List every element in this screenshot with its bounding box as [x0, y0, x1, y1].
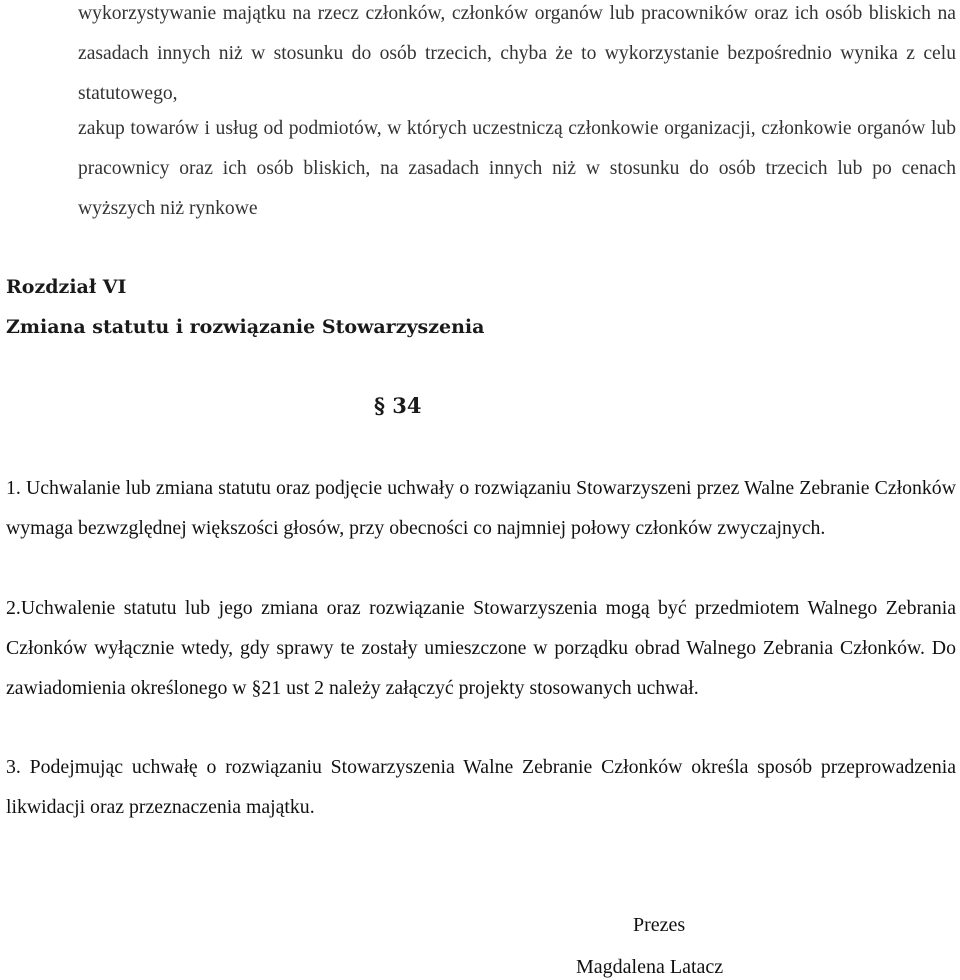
- paragraph-3: 3. Podejmując uchwałę o rozwiązaniu Stowarzyszenia Walne Zebranie Członków określa sposób przeprowadzenia likwidacji oraz przeznaczenia majątku.: [6, 756, 956, 818]
- chapter-title: Zmiana statutu i rozwiązanie Stowarzyszenia: [6, 316, 485, 338]
- paragraph-2: 2.Uchwalenie statutu lub jego zmiana oraz rozwiązanie Stowarzyszenia mogą być przedmiotem Walnego Zebrania Członków wyłącznie wtedy, gdy sprawy te zostały umieszczone w porządku obrad Walnego Zebrania Członków. Do zawiadomienia określonego w §21 ust 2 należy załączyć projekty stosowanych uchwał.: [6, 597, 956, 699]
- list-item-d: [0, 109, 956, 229]
- chapter-number: Rozdział VI: [6, 276, 127, 298]
- list-item-c: [0, 0, 956, 114]
- list-item-text: zakup towarów i usług od podmiotów, w których uczestniczą członkowie organizacji, członkowie organów lub pracownicy oraz ich osób bliskich, na zasadach innych niż w stosunku do osób trzecich lub po cenach wyższych niż rynkowe: [78, 118, 956, 219]
- list-item-text: wykorzystywanie majątku na rzecz członków, członków organów lub pracowników oraz ich osób bliskich na zasadach innych niż w stosunku do osób trzecich, chyba że to wykorzystanie bezpośrednio wynika z celu statutowego,: [78, 3, 956, 104]
- signature-name: Magdalena Latacz: [576, 956, 724, 978]
- signature-role: Prezes: [633, 914, 686, 936]
- section-number: § 34: [374, 393, 422, 418]
- paragraph-1: 1. Uchwalanie lub zmiana statutu oraz podjęcie uchwały o rozwiązaniu Stowarzyszeni przez Walne Zebranie Członków wymaga bezwzględnej większości głosów, przy obecności co najmniej połowy członków zwyczajnych.: [6, 477, 956, 539]
